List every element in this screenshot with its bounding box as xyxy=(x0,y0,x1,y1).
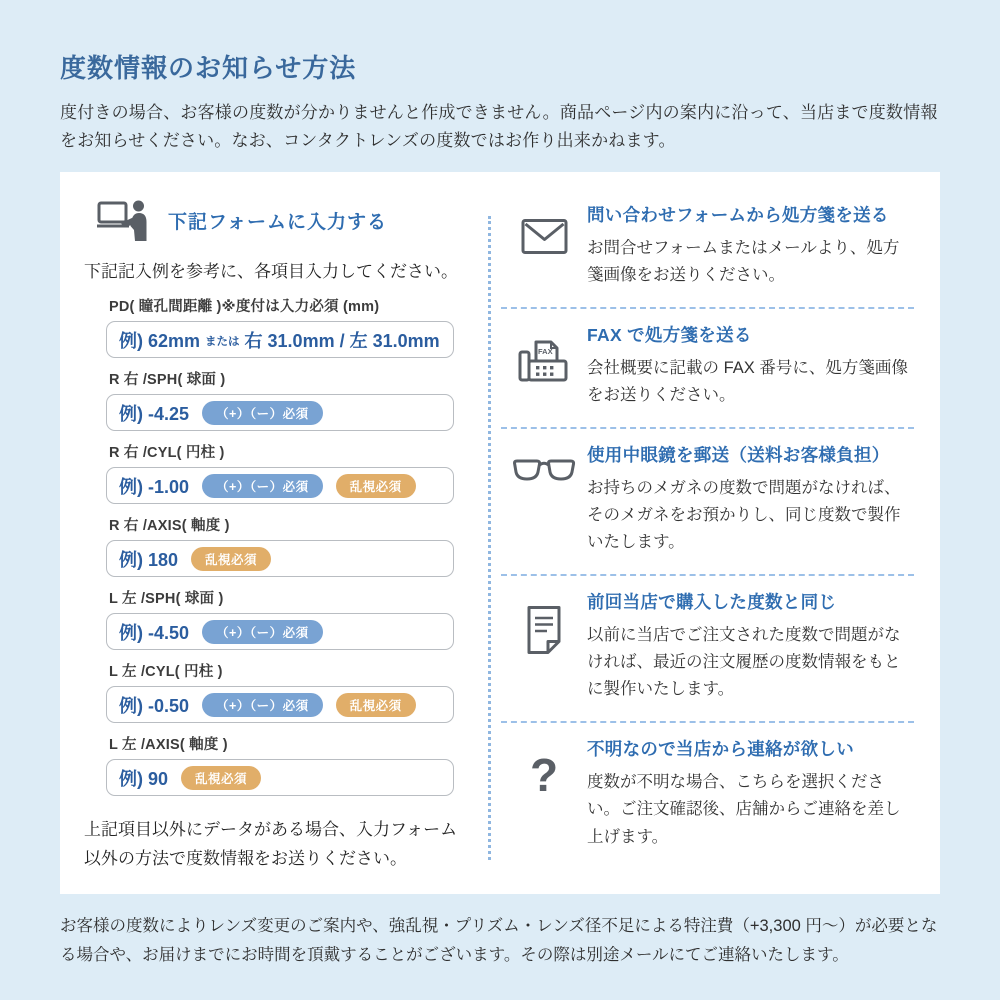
astigmatism-required-badge: 乱視必須 xyxy=(181,766,261,790)
method-title: 前回当店で購入した度数と同じ xyxy=(587,591,837,612)
example-value-alt: 右 31.0mm / 左 31.0mm xyxy=(244,330,440,351)
example-input-box[interactable] xyxy=(106,686,454,723)
sign-required-badge: （+）（ー）必須 xyxy=(202,620,323,644)
methods-section xyxy=(491,198,914,874)
fax-icon xyxy=(501,322,587,410)
method-item xyxy=(501,723,914,868)
example-input-box[interactable] xyxy=(106,613,454,650)
astigmatism-required-badge: 乱視必須 xyxy=(191,547,271,571)
example-value: 例) -1.00 xyxy=(119,476,190,497)
field-label: R 右 /AXIS( 軸度 ) xyxy=(109,518,230,535)
example-input-box[interactable] xyxy=(106,467,454,504)
method-item xyxy=(501,198,914,309)
field-label: L 左 /CYL( 円柱 ) xyxy=(109,664,223,681)
bottom-note: お客様の度数によりレンズ変更のご案内や、強乱視・プリズム・レンズ径不足による特注費（+3,300 円～）が必要となる場合や、お届けまでにお時間を頂戴することがございます。その際は別途メールにてご連絡いたします。 xyxy=(60,917,938,965)
form-section-title: 下記フォームに入力する xyxy=(168,211,388,233)
field-label: R 右 /CYL( 円柱 ) xyxy=(109,445,225,462)
method-title: 使用中眼鏡を郵送（送料お客様負担） xyxy=(587,444,890,465)
example-value: 例) 90 xyxy=(119,768,169,789)
form-instruction: 下記記入例を参考に、各項目入力してください。 xyxy=(84,262,458,282)
method-text: 度数が不明な場合、こちらを選択ください。ご注文確認後、店舗からご連絡を差し上げます。 xyxy=(587,772,901,846)
field-label: R 右 /SPH( 球面 ) xyxy=(109,372,226,389)
page-title: 度数情報のお知らせ方法 xyxy=(60,53,357,83)
method-text: お問合せフォームまたはメールより、処方箋画像をお送りください。 xyxy=(587,239,900,285)
example-value: 例) 180 xyxy=(119,549,179,570)
content-panel xyxy=(60,172,940,894)
form-field xyxy=(106,295,454,358)
method-body xyxy=(587,736,914,851)
field-label: L 左 /SPH( 球面 ) xyxy=(109,591,224,608)
example-value: 例) -4.25 xyxy=(119,403,190,424)
document-icon xyxy=(501,589,587,704)
astigmatism-required-badge: 乱視必須 xyxy=(336,474,416,498)
form-field xyxy=(106,441,454,504)
example-input-box[interactable] xyxy=(106,759,454,796)
method-body xyxy=(587,442,914,557)
method-title: 不明なので当店から連絡が欲しい xyxy=(587,738,854,759)
form-fields xyxy=(106,295,454,796)
form-field xyxy=(106,587,454,650)
form-field xyxy=(106,368,454,431)
example-input-box[interactable] xyxy=(106,394,454,431)
method-body xyxy=(587,322,914,410)
intro-text: 度付きの場合、お客様の度数が分かりませんと作成できません。商品ページ内の案内に沿って、当店まで度数情報をお知らせください。なお、コンタクトレンズの度数ではお作り出来かねます。 xyxy=(60,103,938,150)
example-value: 例) 62mm xyxy=(119,330,201,351)
method-item xyxy=(501,309,914,429)
example-input-box[interactable] xyxy=(106,321,454,358)
sign-required-badge: （+）（ー）必須 xyxy=(202,693,323,717)
method-text: 会社概要に記載の FAX 番号に、処方箋画像をお送りください。 xyxy=(587,358,908,405)
question-icon: ? xyxy=(529,748,559,801)
method-item xyxy=(501,429,914,576)
mail-icon xyxy=(501,202,587,290)
method-body xyxy=(587,589,914,704)
form-field xyxy=(106,514,454,577)
method-text: お持ちのメガネの度数で問題がなければ、そのメガネをお預かりし、同じ度数で製作いたします。 xyxy=(587,478,901,552)
astigmatism-required-badge: 乱視必須 xyxy=(336,693,416,717)
glasses-icon xyxy=(501,442,587,557)
example-input-box[interactable] xyxy=(106,540,454,577)
method-item xyxy=(501,576,914,723)
form-section-header xyxy=(84,198,474,242)
method-title: FAX で処方箋を送る xyxy=(587,324,752,345)
person-at-monitor-icon xyxy=(96,198,150,242)
example-value-connector: または xyxy=(205,336,240,349)
method-title: 問い合わせフォームから処方箋を送る xyxy=(587,205,889,226)
form-footnote: 上記項目以外にデータがある場合、入力フォーム以外の方法で度数情報をお送りください。 xyxy=(84,820,458,868)
form-section xyxy=(84,198,482,874)
svg-text:FAX: FAX xyxy=(538,346,553,356)
form-field xyxy=(106,733,454,796)
method-body xyxy=(587,202,914,290)
field-label: PD( 瞳孔間距離 )※度付は入力必須 (mm) xyxy=(109,299,380,316)
sign-required-badge: （+）（ー）必須 xyxy=(202,474,323,498)
example-value: 例) -0.50 xyxy=(119,695,190,716)
example-value: 例) -4.50 xyxy=(119,622,190,643)
field-label: L 左 /AXIS( 軸度 ) xyxy=(109,737,228,754)
form-field xyxy=(106,660,454,723)
sign-required-badge: （+）（ー）必須 xyxy=(202,401,323,425)
method-text: 以前に当店でご注文された度数で問題がなければ、最近の注文履歴の度数情報をもとに製作いたします。 xyxy=(587,625,901,699)
